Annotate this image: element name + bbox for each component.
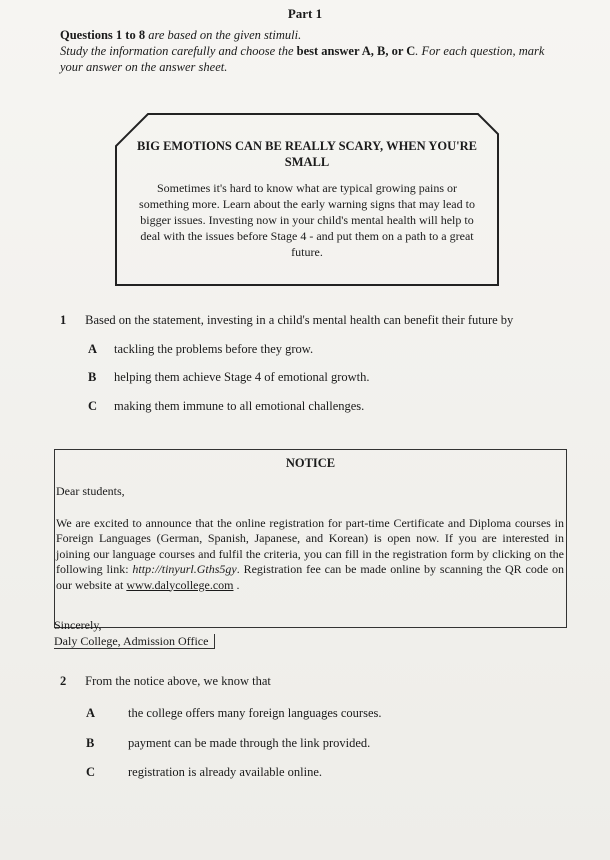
notice-body (56, 516, 564, 594)
notice-box (54, 449, 567, 628)
option-text: making them immune to all emotional challenges. (114, 399, 365, 413)
option-letter: C (88, 399, 98, 413)
option-text: helping them achieve Stage 4 of emotional growth. (114, 370, 370, 384)
questions-range-rest: are based on the given stimuli. (145, 28, 302, 42)
q1-option-a[interactable] (88, 342, 313, 357)
q1-option-b[interactable] (88, 370, 370, 385)
questions-range: Questions 1 to 8 (60, 28, 146, 42)
question-text: From the notice above, we know that (85, 674, 271, 688)
notice-greeting: Dear students, (56, 484, 125, 498)
question-number: 1 (60, 313, 67, 327)
website-link[interactable]: www.dalycollege.com (126, 577, 234, 592)
question-number: 2 (60, 674, 67, 688)
registration-link[interactable]: http://tinyurl.Gths5gy (132, 562, 237, 576)
option-text: the college offers many foreign languages courses. (128, 706, 382, 720)
option-text: payment can be made through the link provided. (128, 736, 371, 750)
option-text: registration is already available online. (128, 765, 323, 779)
q2-option-c[interactable] (86, 765, 322, 780)
part-heading: Part 1 (287, 6, 323, 21)
question-text: Based on the statement, investing in a child's mental health can benefit their future by (85, 313, 514, 327)
option-letter: A (88, 342, 98, 356)
instruction-bold: best answer A, B, or C (296, 44, 416, 58)
instruction-part-a: Study the information carefully and choose the (60, 44, 297, 58)
q2-option-a[interactable] (86, 706, 382, 721)
notice-signoff (54, 618, 215, 649)
option-letter: A (86, 706, 96, 720)
notice-closing: Sincerely, (54, 618, 102, 632)
question-2 (60, 674, 560, 689)
notice-signature: Daly College, Admission Office (54, 634, 215, 649)
notice-body-a: We are excited to announce that the online registration for part-time Certificate and Diploma courses in Foreign Languages (German, Spanish, Japanese, and Korean) is open now. If you are interested in joining our language courses and fulfil the criteria, you can fill in the registration form by clicking on the following link: (56, 515, 564, 576)
notice-title: NOTICE (285, 456, 336, 470)
notice-text (56, 484, 564, 593)
question-1 (60, 313, 560, 328)
instructions (60, 27, 550, 75)
instruction-part-b: . For each question, mark your answer on the answer sheet. (60, 44, 545, 74)
stimulus-title: BIG EMOTIONS CAN BE REALLY SCARY, WHEN YOU'RE SMALL (137, 139, 477, 169)
option-letter: B (88, 370, 97, 384)
stimulus-box (114, 112, 500, 287)
stimulus-body: Sometimes it's hard to know what are typical growing pains or something more. Learn about the early warning signs that may lead to bigger issues. Investing now in your child's mental health will help to deal with the issues before Stage 4 - and put them on a path to a great future. (139, 181, 475, 259)
option-letter: C (86, 765, 96, 779)
option-text: tackling the problems before they grow. (114, 342, 314, 356)
q1-option-c[interactable] (88, 399, 364, 414)
notice-body-c: . (233, 577, 240, 592)
q2-option-b[interactable] (86, 736, 370, 751)
option-letter: B (86, 736, 95, 750)
notice-body-b: . Registration fee can be made online by scanning the QR code on our website at (56, 562, 565, 592)
